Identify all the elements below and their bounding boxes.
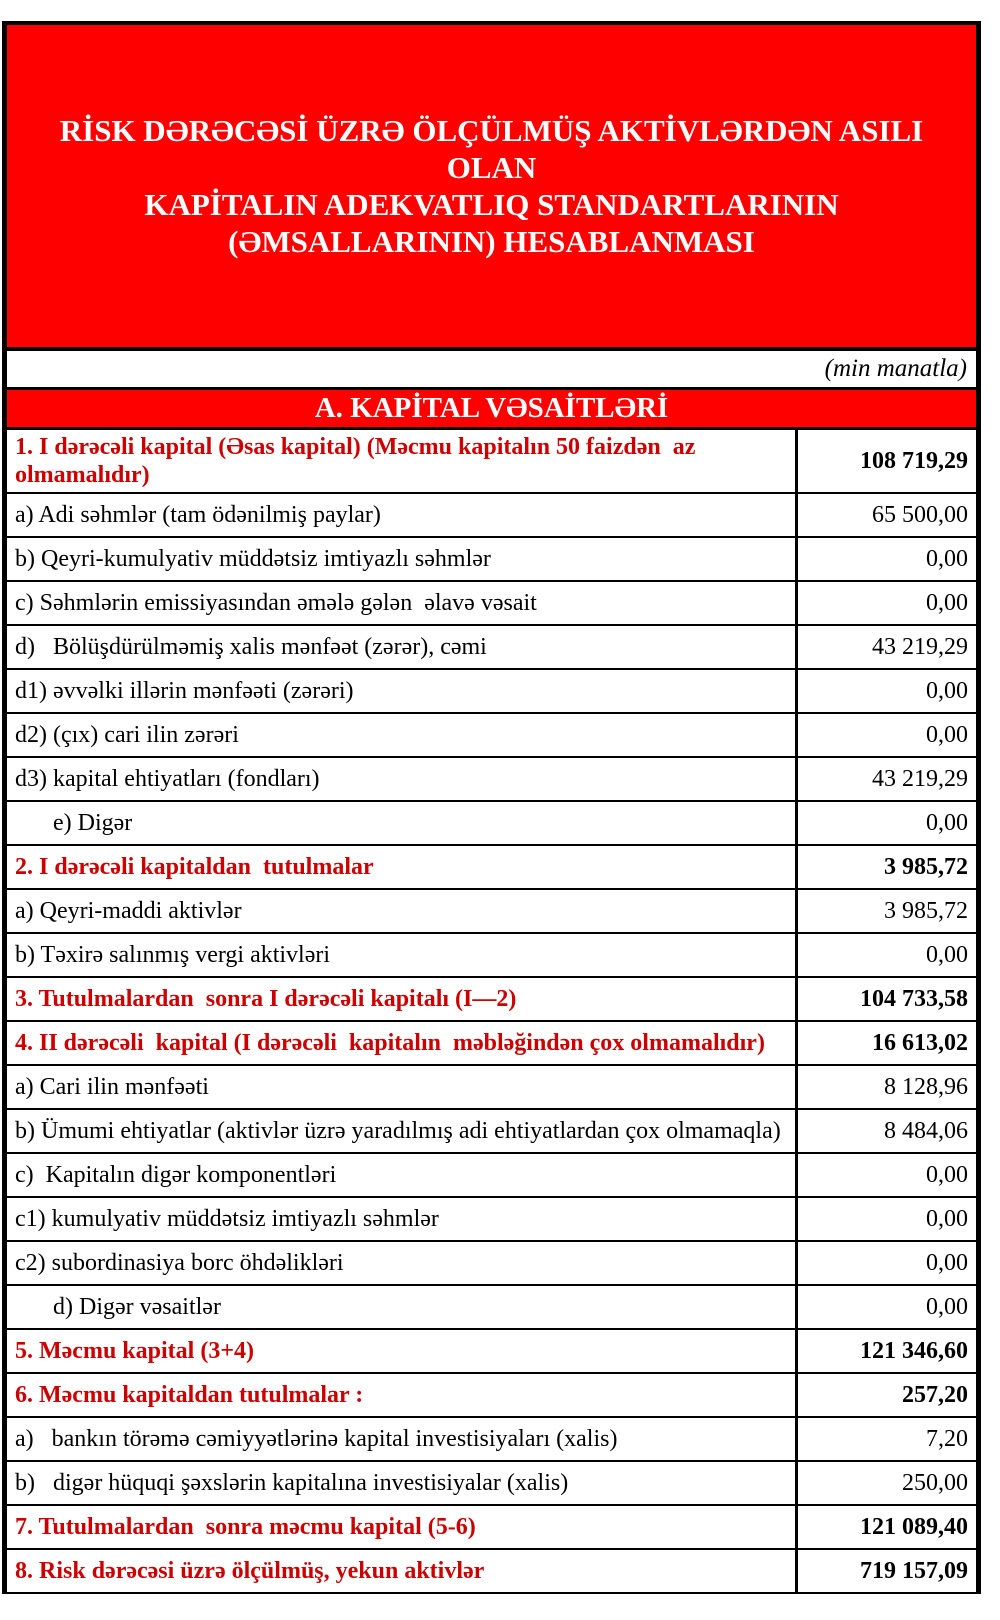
row-label-cell xyxy=(7,1286,798,1328)
row-label-cell xyxy=(7,890,798,932)
row-value: 8 484,06 xyxy=(884,1117,968,1144)
section-a-heading: A. KAPİTAL VƏSAİTLƏRİ xyxy=(314,392,669,424)
table-row xyxy=(7,1242,976,1286)
table-row xyxy=(7,1374,976,1418)
row-value: 108 719,29 xyxy=(860,447,968,474)
row-label-cell xyxy=(7,1198,798,1240)
table-row xyxy=(7,494,976,538)
row-value: 250,00 xyxy=(902,1469,968,1496)
table-row xyxy=(7,1286,976,1330)
section-a-heading-band xyxy=(7,390,976,430)
row-value: 719 157,09 xyxy=(860,1557,968,1584)
row-value: 0,00 xyxy=(926,677,968,704)
row-label: a) Adi səhmlər (tam ödənilmiş paylar) xyxy=(15,502,381,528)
row-value: 8 128,96 xyxy=(884,1073,968,1100)
row-label-cell xyxy=(7,626,798,668)
row-value: 16 613,02 xyxy=(872,1029,968,1056)
row-label: 8. Risk dərəcəsi üzrə ölçülmüş, yekun aktivlər xyxy=(15,1558,485,1584)
row-label: d3) kapital ehtiyatları (fondları) xyxy=(15,766,320,792)
capital-table xyxy=(7,430,976,1594)
row-value: 0,00 xyxy=(926,809,968,836)
row-label: c2) subordinasiya borc öhdəlikləri xyxy=(15,1250,344,1276)
row-label-cell xyxy=(7,1550,798,1592)
row-value: 65 500,00 xyxy=(872,501,968,528)
row-label-cell xyxy=(7,1374,798,1416)
table-row xyxy=(7,1418,976,1462)
table-row xyxy=(7,1110,976,1154)
row-label-cell xyxy=(7,934,798,976)
row-value: 0,00 xyxy=(926,1249,968,1276)
table-row xyxy=(7,1330,976,1374)
row-label-cell xyxy=(7,1462,798,1504)
row-label: d2) (çıx) cari ilin zərəri xyxy=(15,722,239,748)
row-label-cell xyxy=(7,430,798,492)
row-label: 1. I dərəcəli kapital (Əsas kapital) (Məcmu kapitalın 50 faizdən az olmamalıdır) xyxy=(15,434,702,488)
row-value: 43 219,29 xyxy=(872,633,968,660)
row-label-cell xyxy=(7,846,798,888)
row-value: 3 985,72 xyxy=(884,853,968,880)
row-value: 0,00 xyxy=(926,1293,968,1320)
table-row xyxy=(7,1550,976,1594)
document-title-line-2: KAPİTALIN ADEKVATLIQ STANDARTLARININ xyxy=(144,187,839,222)
row-value: 121 089,40 xyxy=(860,1513,968,1540)
table-row xyxy=(7,1462,976,1506)
table-row xyxy=(7,1198,976,1242)
row-label-cell xyxy=(7,1506,798,1548)
row-label: c1) kumulyativ müddətsiz imtiyazlı səhmlər xyxy=(15,1206,439,1232)
table-row xyxy=(7,430,976,494)
table-row xyxy=(7,714,976,758)
row-label: d) Digər vəsaitlər xyxy=(53,1294,221,1320)
row-value: 0,00 xyxy=(926,721,968,748)
row-label: c) Kapitalın digər komponentləri xyxy=(15,1162,337,1188)
row-label: 7. Tutulmalardan sonra məcmu kapital (5-6) xyxy=(15,1514,476,1540)
row-label-cell xyxy=(7,1066,798,1108)
row-label-cell xyxy=(7,1110,798,1152)
row-label: a) Cari ilin mənfəəti xyxy=(15,1074,209,1100)
row-label: 2. I dərəcəli kapitaldan tutulmalar xyxy=(15,854,374,880)
table-row xyxy=(7,934,976,978)
row-label: b) Ümumi ehtiyatlar (aktivlər üzrə yaradılmış adi ehtiyatlardan çox olmamaqla) xyxy=(15,1118,781,1144)
row-value: 43 219,29 xyxy=(872,765,968,792)
row-label-cell xyxy=(7,494,798,536)
row-label-cell xyxy=(7,670,798,712)
row-value: 121 346,60 xyxy=(860,1337,968,1364)
table-row xyxy=(7,670,976,714)
row-label-cell xyxy=(7,1330,798,1372)
row-label-cell xyxy=(7,1022,798,1064)
row-label-cell xyxy=(7,1242,798,1284)
row-value: 0,00 xyxy=(926,589,968,616)
row-label: 6. Məcmu kapitaldan tutulmalar : xyxy=(15,1382,364,1408)
table-row xyxy=(7,1066,976,1110)
table-row xyxy=(7,1022,976,1066)
row-label: a) bankın törəmə cəmiyyətlərinə kapital investisiyaları (xalis) xyxy=(15,1426,618,1452)
table-row xyxy=(7,846,976,890)
row-label-cell xyxy=(7,582,798,624)
row-label-cell xyxy=(7,1418,798,1460)
row-label: a) Qeyri-maddi aktivlər xyxy=(15,898,242,924)
unit-note: (min manatla) xyxy=(824,355,967,382)
row-label-cell xyxy=(7,802,798,844)
unit-note-row xyxy=(7,351,976,390)
table-row xyxy=(7,1506,976,1550)
row-label: 5. Məcmu kapital (3+4) xyxy=(15,1338,254,1364)
row-label-cell xyxy=(7,758,798,800)
row-label: 3. Tutulmalardan sonra I dərəcəli kapitalı (I—2) xyxy=(15,986,517,1012)
row-value: 257,20 xyxy=(902,1381,968,1408)
title-banner xyxy=(7,25,976,351)
row-value: 0,00 xyxy=(926,545,968,572)
row-label: d1) əvvəlki illərin mənfəəti (zərəri) xyxy=(15,678,354,704)
table-row xyxy=(7,1154,976,1198)
table-row xyxy=(7,758,976,802)
table-row xyxy=(7,890,976,934)
table-row xyxy=(7,582,976,626)
document-title-line-3: (ƏMSALLARININ) HESABLANMASI xyxy=(228,224,755,259)
document-title-line-1: RİSK DƏRƏCƏSİ ÜZRƏ ÖLÇÜLMÜŞ AKTİVLƏRDƏN ASILI OLAN xyxy=(59,113,924,185)
row-value: 3 985,72 xyxy=(884,897,968,924)
row-label: b) Qeyri-kumulyativ müddətsiz imtiyazlı səhmlər xyxy=(15,546,491,572)
row-label: b) digər hüquqi şəxslərin kapitalına investisiyalar (xalis) xyxy=(15,1470,569,1496)
table-row xyxy=(7,802,976,846)
table-row xyxy=(7,538,976,582)
table-row xyxy=(7,978,976,1022)
row-label-cell xyxy=(7,538,798,580)
row-value: 0,00 xyxy=(926,1161,968,1188)
row-label-cell xyxy=(7,714,798,756)
row-label: 4. II dərəcəli kapital (I dərəcəli kapitalın məbləğindən çox olmamalıdır) xyxy=(15,1030,765,1056)
row-value: 0,00 xyxy=(926,941,968,968)
report-document xyxy=(2,21,981,1594)
row-label: e) Digər xyxy=(53,810,133,836)
row-label-cell xyxy=(7,978,798,1020)
row-value: 7,20 xyxy=(926,1425,968,1452)
row-label: c) Səhmlərin emissiyasından əmələ gələn əlavə vəsait xyxy=(15,590,537,616)
row-value: 104 733,58 xyxy=(860,985,968,1012)
row-value: 0,00 xyxy=(926,1205,968,1232)
row-label: b) Təxirə salınmış vergi aktivləri xyxy=(15,942,331,968)
table-row xyxy=(7,626,976,670)
row-label: d) Bölüşdürülməmiş xalis mənfəət (zərər), cəmi xyxy=(15,634,487,660)
row-label-cell xyxy=(7,1154,798,1196)
